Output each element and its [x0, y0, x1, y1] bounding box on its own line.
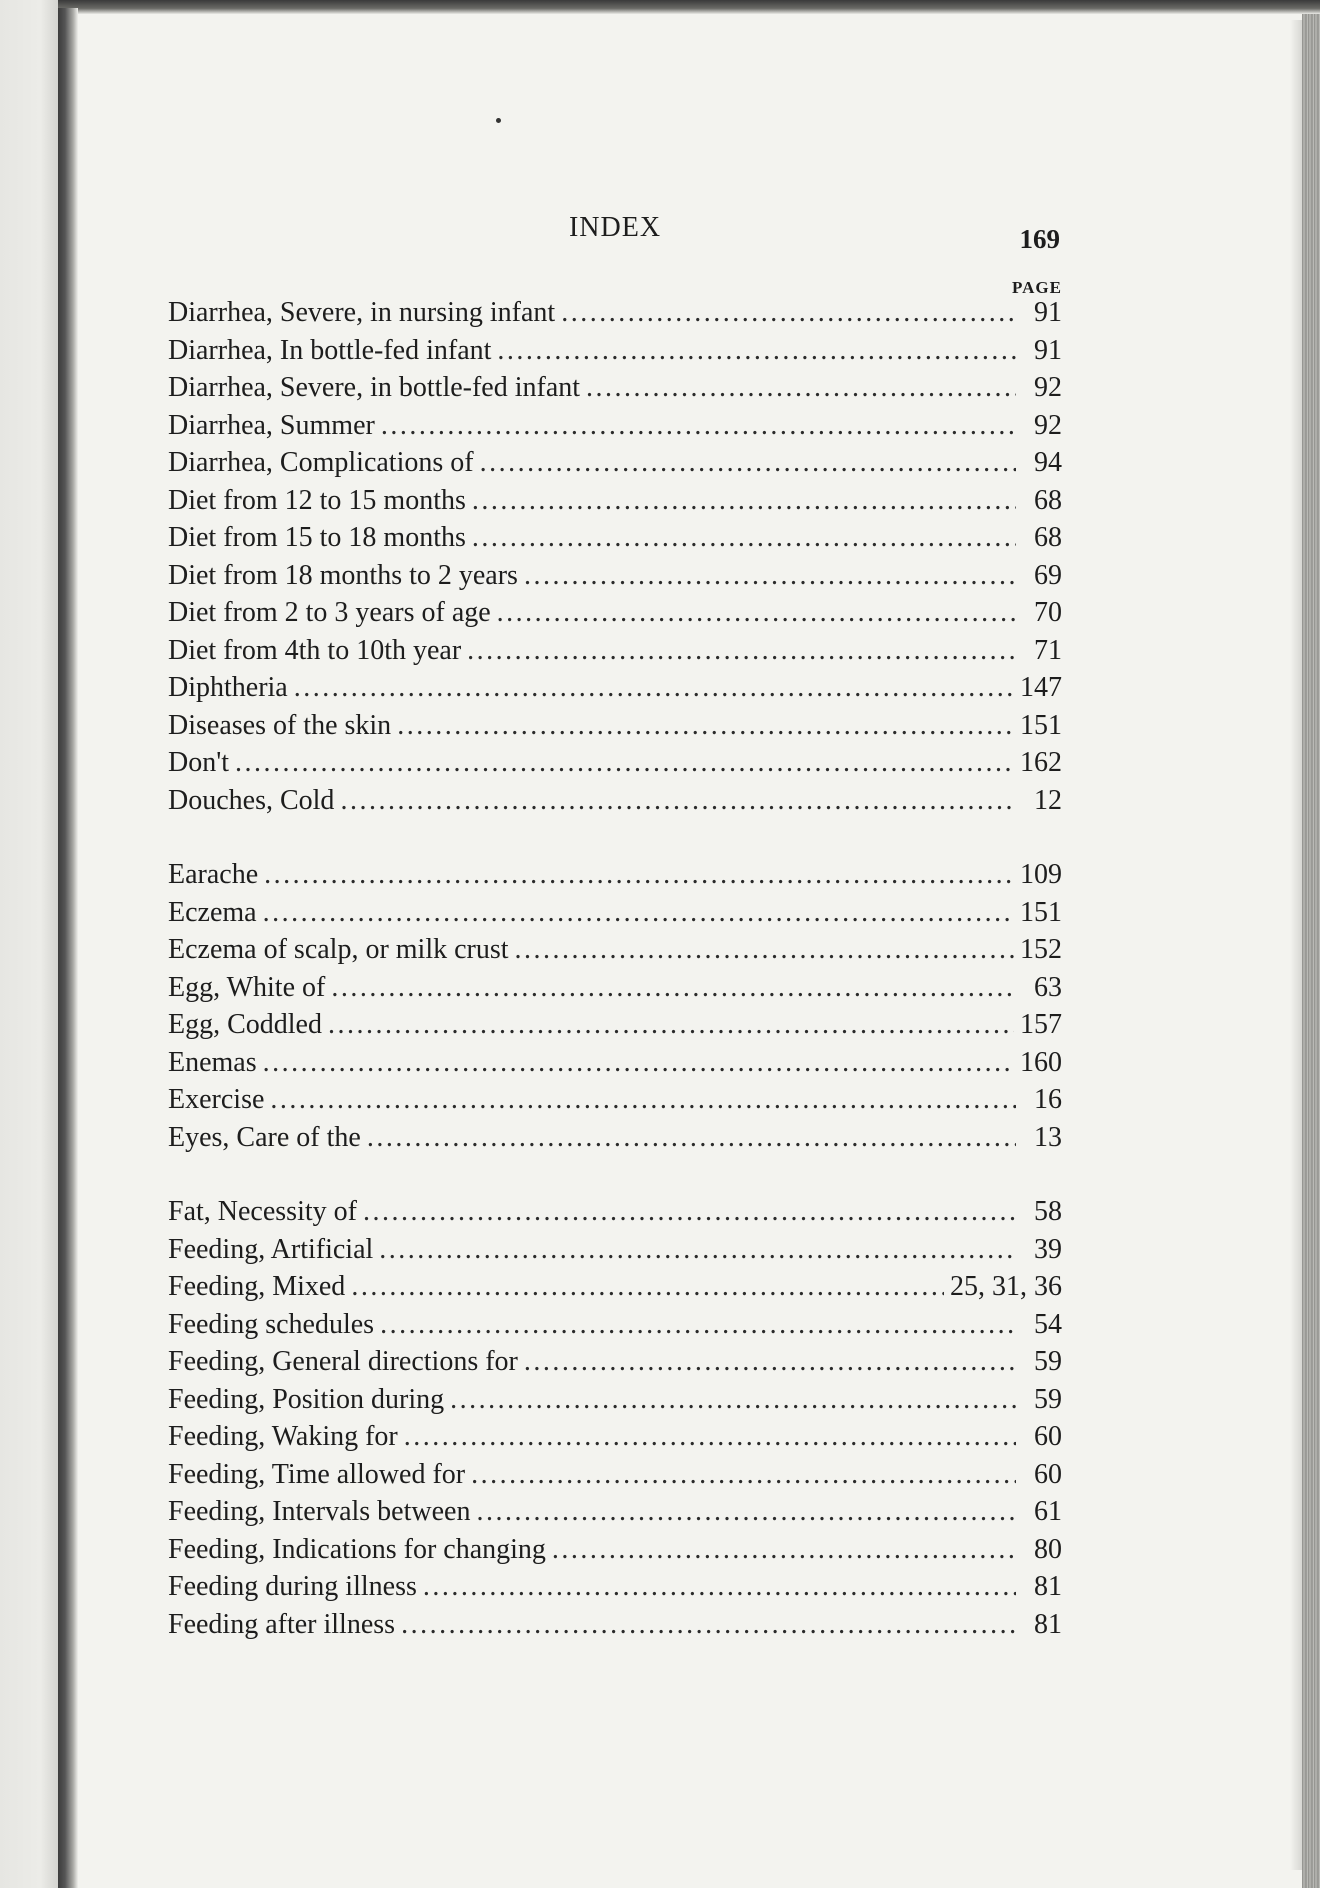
index-page-ref: 162	[1020, 747, 1062, 778]
index-entry	[168, 782, 1062, 820]
index-page-ref: 63	[1034, 971, 1062, 1003]
index-page-ref: 60	[1034, 1421, 1062, 1452]
index-term: Diarrhea, In bottle-fed infant	[168, 334, 492, 366]
index-entry	[168, 669, 1062, 707]
index-term: Diseases of the skin	[168, 709, 392, 741]
index-page-ref: 91	[1034, 297, 1062, 328]
index-page-ref: 91	[1034, 334, 1062, 366]
running-head	[170, 212, 1060, 252]
dot-leader	[381, 407, 1016, 445]
index-entry	[168, 369, 1062, 407]
index-entry	[168, 1343, 1062, 1381]
dot-leader	[397, 707, 1014, 745]
dot-leader	[235, 744, 1014, 782]
index-entry	[168, 1381, 1062, 1419]
index-term: Diphtheria	[168, 672, 288, 703]
index-entry	[168, 856, 1062, 894]
index-term: Feeding, Indications for changing	[168, 1533, 546, 1565]
index-page-ref: 80	[1034, 1533, 1062, 1565]
index-page-ref: 160	[1020, 1046, 1062, 1078]
index-page-ref: 70	[1034, 597, 1062, 628]
index-term: Fat, Necessity of	[168, 1196, 357, 1227]
index-section	[168, 294, 1062, 819]
index-term: Diet from 12 to 15 months	[168, 484, 466, 516]
index-term: Enemas	[168, 1046, 257, 1078]
index-entry	[168, 969, 1062, 1007]
section-gap	[168, 819, 1062, 856]
index-page-ref: 60	[1034, 1458, 1062, 1490]
dot-leader	[423, 1568, 1016, 1606]
index-page-ref: 147	[1020, 672, 1062, 703]
index-entry	[168, 1081, 1062, 1119]
index-term: Feeding, Mixed	[168, 1271, 346, 1302]
index-term: Feeding, Intervals between	[168, 1496, 471, 1527]
dot-leader	[561, 294, 1016, 332]
index-entry	[168, 1306, 1062, 1344]
index-term: Douches, Cold	[168, 784, 335, 816]
index-page-ref: 61	[1034, 1496, 1062, 1527]
dot-leader	[497, 594, 1016, 632]
book-page-edges	[1302, 14, 1320, 1888]
index-page-ref: 39	[1034, 1233, 1062, 1265]
index-term: Eczema of scalp, or milk crust	[168, 934, 509, 965]
dot-leader	[471, 1456, 1016, 1494]
index-term: Earache	[168, 859, 259, 890]
index-page-ref: 92	[1034, 372, 1062, 403]
dot-leader	[472, 519, 1016, 557]
index-page-ref: 59	[1034, 1383, 1062, 1415]
index-page-ref: 68	[1034, 522, 1062, 553]
index-entry	[168, 1456, 1062, 1494]
index-page-ref: 25, 31, 36	[950, 1271, 1062, 1302]
index-entry	[168, 1493, 1062, 1531]
dot-leader	[524, 1343, 1016, 1381]
index-entry	[168, 1568, 1062, 1606]
index-entry	[168, 632, 1062, 670]
index-entry	[168, 557, 1062, 595]
index-entry	[168, 1418, 1062, 1456]
index-entry	[168, 744, 1062, 782]
dot-leader	[467, 632, 1016, 670]
dot-leader	[331, 969, 1016, 1007]
dot-leader	[328, 1006, 1014, 1044]
index-entry	[168, 1531, 1062, 1569]
index-entry	[168, 1606, 1062, 1644]
index-entry	[168, 1231, 1062, 1269]
dot-leader	[450, 1381, 1016, 1419]
index-page-ref: 94	[1034, 447, 1062, 478]
page-column-label: PAGE	[1012, 278, 1062, 297]
index-term: Feeding, Position during	[168, 1383, 445, 1415]
index-page-ref: 13	[1034, 1121, 1062, 1153]
index-term: Feeding, Artificial	[168, 1233, 374, 1265]
dot-leader	[515, 931, 1014, 969]
page-edge-shadow	[1290, 20, 1302, 1870]
index-entry	[168, 931, 1062, 969]
index-page-ref: 69	[1034, 559, 1062, 591]
print-speck	[496, 118, 501, 123]
index-page-ref: 157	[1020, 1009, 1062, 1040]
index-term: Egg, Coddled	[168, 1009, 322, 1040]
index-term: Feeding schedules	[168, 1308, 375, 1340]
running-head-title: INDEX	[568, 212, 662, 243]
index-section	[168, 856, 1062, 1156]
index-term: Diet from 4th to 10th year	[168, 634, 462, 666]
index-entry	[168, 594, 1062, 632]
index-term: Feeding, Time allowed for	[168, 1458, 466, 1490]
dot-leader	[264, 856, 1014, 894]
index-page-ref: 109	[1020, 859, 1062, 890]
index-term: Diarrhea, Severe, in nursing infant	[168, 297, 556, 328]
dot-leader	[404, 1418, 1016, 1456]
index-term: Diarrhea, Summer	[168, 409, 375, 441]
index-page-ref: 58	[1034, 1196, 1062, 1227]
index-term: Feeding, General directions for	[168, 1346, 518, 1377]
dot-leader	[380, 1306, 1016, 1344]
index-list	[168, 294, 1062, 1643]
dot-leader	[367, 1119, 1016, 1157]
index-page-ref: 81	[1034, 1571, 1062, 1602]
dot-leader	[294, 669, 1014, 707]
dot-leader	[552, 1531, 1016, 1569]
index-entry	[168, 407, 1062, 445]
index-term: Diet from 18 months to 2 years	[168, 559, 518, 591]
index-term: Feeding during illness	[168, 1571, 417, 1602]
index-term: Diarrhea, Severe, in bottle-fed infant	[168, 372, 581, 403]
index-entry	[168, 444, 1062, 482]
index-entry	[168, 1044, 1062, 1082]
dot-leader	[476, 1493, 1016, 1531]
index-entry	[168, 482, 1062, 520]
index-page-ref: 68	[1034, 484, 1062, 516]
index-term: Feeding, Waking for	[168, 1421, 398, 1452]
index-page-ref: 71	[1034, 634, 1062, 666]
dot-leader	[480, 444, 1016, 482]
index-page-ref: 151	[1020, 709, 1062, 741]
dot-leader	[472, 482, 1016, 520]
index-term: Diarrhea, Complications of	[168, 447, 474, 478]
index-page-ref: 16	[1034, 1084, 1062, 1115]
page-number: 169	[1019, 224, 1060, 254]
book-binding-gutter	[58, 8, 78, 1888]
index-page-ref: 12	[1034, 784, 1062, 816]
dot-leader	[524, 557, 1016, 595]
index-page-ref: 151	[1020, 896, 1062, 928]
index-entry	[168, 1193, 1062, 1231]
index-entry	[168, 894, 1062, 932]
index-entry	[168, 519, 1062, 557]
dot-leader	[263, 894, 1014, 932]
index-page-ref: 54	[1034, 1308, 1062, 1340]
dot-leader	[401, 1606, 1016, 1644]
index-term: Don't	[168, 747, 230, 778]
dot-leader	[340, 782, 1016, 820]
index-entry	[168, 1268, 1062, 1306]
dot-leader	[586, 369, 1016, 407]
index-page-ref: 152	[1020, 934, 1062, 965]
scan-top-edge	[0, 0, 1320, 14]
index-term: Egg, White of	[168, 971, 326, 1003]
dot-leader	[379, 1231, 1016, 1269]
index-term: Eyes, Care of the	[168, 1121, 361, 1153]
index-term: Eczema	[168, 896, 257, 928]
index-entry	[168, 332, 1062, 370]
index-page-ref: 92	[1034, 409, 1062, 441]
index-page-ref: 81	[1034, 1608, 1062, 1640]
index-section	[168, 1193, 1062, 1643]
dot-leader	[270, 1081, 1016, 1119]
index-entry	[168, 707, 1062, 745]
index-term: Diet from 2 to 3 years of age	[168, 597, 491, 628]
dot-leader	[497, 332, 1016, 370]
dot-leader	[351, 1268, 944, 1306]
section-gap	[168, 1156, 1062, 1193]
index-entry	[168, 1006, 1062, 1044]
index-term: Feeding after illness	[168, 1608, 396, 1640]
index-term: Diet from 15 to 18 months	[168, 522, 466, 553]
index-term: Exercise	[168, 1084, 265, 1115]
facing-page-shadow	[0, 0, 58, 1888]
dot-leader	[363, 1193, 1016, 1231]
index-page-ref: 59	[1034, 1346, 1062, 1377]
dot-leader	[263, 1044, 1014, 1082]
index-entry	[168, 1119, 1062, 1157]
index-entry	[168, 294, 1062, 332]
